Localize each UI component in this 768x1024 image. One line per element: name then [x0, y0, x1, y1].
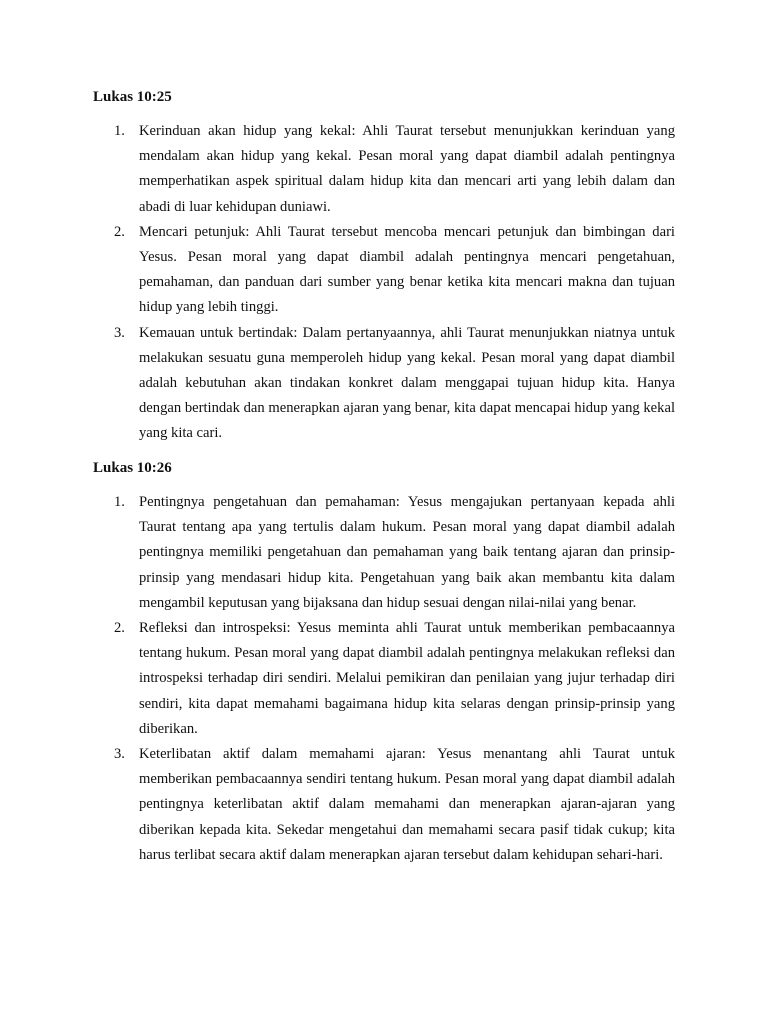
numbered-list-lukas-10-25 — [0, 119, 768, 447]
numbered-list-lukas-10-26 — [0, 490, 768, 868]
list-item-text: Keterlibatan aktif dalam memahami ajaran: Yesus menantang ahli Taurat untuk memberikan pembacaannya sendiri tentang hukum. Pesan moral yang dapat diambil adalah pentingnya keterlibatan aktif dalam memahami dan menerapkan ajaran-ajaran yang diberikan kepada kita. Sekedar mengetahui dan memahami secara pasif tidak cukup; kita harus terlibat secara aktif dalam menerapkan ajaran tersebut dalam kehidupan sehari-hari. — [139, 746, 675, 863]
list-item-text: Pentingnya pengetahuan dan pemahaman: Yesus mengajukan pertanyaan kepada ahli Taurat tentang apa yang tertulis dalam hukum. Pesan moral yang dapat diambil adalah pentingnya memiliki pengetahuan dan pemahaman yang baik tentang ajaran dan prinsip-prinsip yang mendasari hidup kita. Pengetahuan yang baik akan membantu kita dalam mengambil keputusan yang bijaksana dan hidup sesuai dengan nilai-nilai yang benar. — [139, 494, 675, 611]
list-item-number: 2. — [114, 223, 125, 240]
section-heading-lukas-10-26: Lukas 10:26 — [93, 460, 172, 476]
list-item-text: Refleksi dan introspeksi: Yesus meminta ahli Taurat untuk memberikan pembacaannya tentang hukum. Pesan moral yang dapat diambil adalah pentingnya melakukan refleksi dan introspeksi terhadap diri sendiri. Melalui pemikiran dan penilaian yang jujur terhadap diri sendiri, kita dapat memahami bagaimana hidup kita selaras dengan prinsip-prinsip yang diberikan. — [139, 620, 675, 737]
section-heading-lukas-10-25: Lukas 10:25 — [93, 89, 172, 105]
list-item-number: 3. — [114, 324, 125, 341]
list-item-text: Mencari petunjuk: Ahli Taurat tersebut mencoba mencari petunjuk dan bimbingan dari Yesus. Pesan moral yang dapat diambil adalah pentingnya mencari pengetahuan, pemahaman, dan panduan dari sumber yang benar ketika kita mencari makna dan tujuan hidup yang lebih tinggi. — [139, 223, 675, 316]
list-item — [0, 616, 675, 742]
list-item — [0, 742, 675, 868]
list-item-text: Kemauan untuk bertindak: Dalam pertanyaannya, ahli Taurat menunjukkan niatnya untuk melakukan sesuatu guna memperoleh hidup yang kekal. Pesan moral yang dapat diambil adalah kebutuhan akan tindakan konkret dalam menggapai tujuan hidup kita. Hanya dengan bertindak dan menerapkan ajaran yang benar, kita dapat mencapai hidup yang kekal yang kita cari. — [139, 324, 675, 442]
list-item — [0, 119, 675, 220]
list-item-number: 3. — [114, 746, 125, 763]
list-item-number: 2. — [114, 620, 125, 637]
list-item — [0, 220, 675, 321]
list-item-number: 1. — [114, 123, 125, 139]
list-item-number: 1. — [114, 494, 125, 510]
list-item — [0, 321, 675, 447]
list-item — [0, 490, 675, 616]
list-item-text: Kerinduan akan hidup yang kekal: Ahli Taurat tersebut menunjukkan kerinduan yang mendalam akan hidup yang kekal. Pesan moral yang dapat diambil adalah pentingnya memperhatikan aspek spiritual dalam hidup kita dan mencari arti yang lebih dalam dan abadi di luar kehidupan duniawi. — [139, 123, 675, 215]
